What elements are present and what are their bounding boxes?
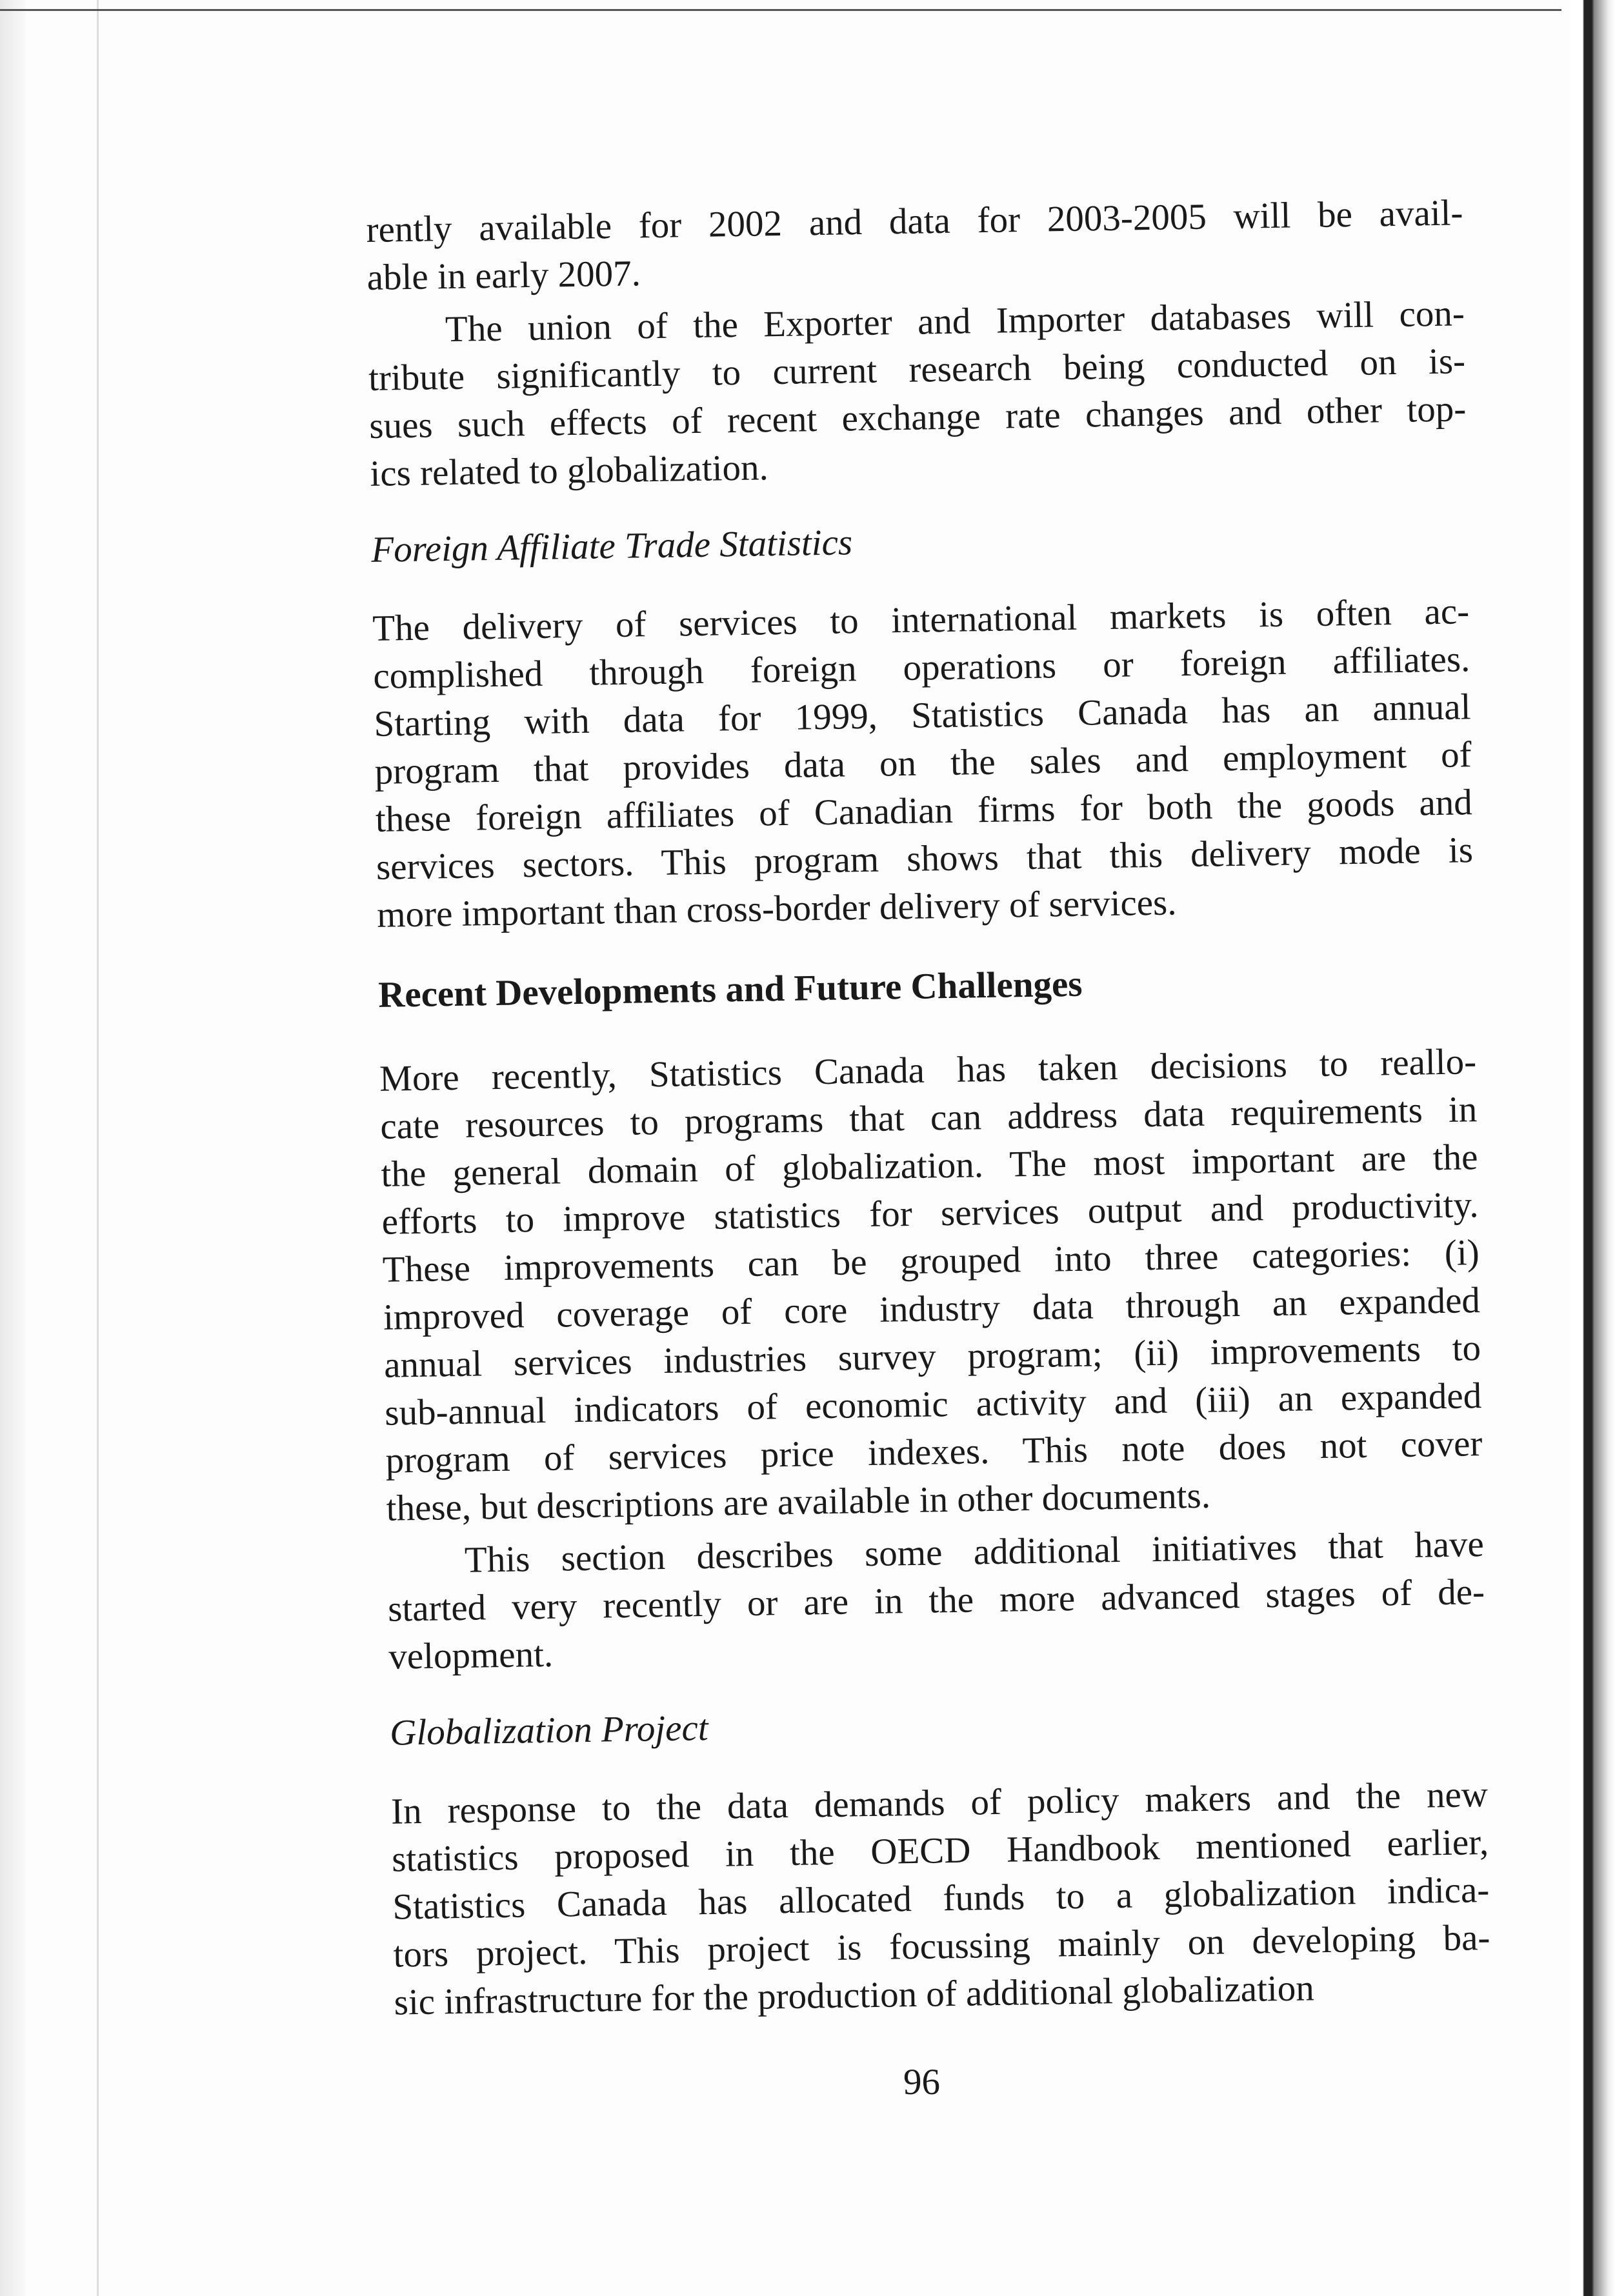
paragraph: [386, 1521, 1485, 1681]
text-line: rently available for 2002 and data for 2003-2005 will be avail-: [366, 192, 1463, 250]
text-line: these foreign affiliates of Canadian firms for both the goods and: [375, 782, 1473, 840]
text-line: able in early 2007.: [366, 253, 641, 298]
text-line: more important than cross-border delivery of services.: [376, 882, 1177, 935]
scan-left-margin-line: [97, 0, 99, 2296]
text-line: program that provides data on the sales and employment of: [374, 734, 1472, 792]
text-line: The union of the Exporter and Importer databases will con-: [445, 293, 1465, 350]
subsection-heading: Foreign Affiliate Trade Statistics: [370, 522, 853, 570]
text-line: cate resources to programs that can address data requirements in: [379, 1089, 1478, 1147]
text-line: sic infrastructure for the production of additional globalization: [394, 1968, 1315, 2023]
subsection-heading: Globalization Project: [389, 1707, 709, 1753]
text-line: statistics proposed in the OECD Handbook mentioned earlier,: [391, 1821, 1489, 1880]
text-line: complished through foreign operations or foreign affiliates.: [372, 639, 1470, 697]
text-line: velopment.: [388, 1633, 554, 1677]
paragraph: [391, 1771, 1492, 2027]
text-line: these, but descriptions are available in other documents.: [386, 1475, 1211, 1529]
text-line: More recently, Statistics Canada has taken decisions to reallo-: [379, 1041, 1477, 1099]
text-line: sues such effects of recent exchange rate changes and other top-: [368, 388, 1467, 446]
text-line: The delivery of services to international markets is often ac-: [372, 591, 1470, 649]
text-line: tribute significantly to current research being conducted on is-: [368, 341, 1466, 399]
page-body: [366, 189, 1491, 2031]
text-line: This section describes some additional initiatives that have: [464, 1524, 1485, 1581]
text-line: annual services industries survey program; (ii) improvements to: [383, 1328, 1481, 1386]
section-heading: Recent Developments and Future Challenges: [377, 963, 1083, 1015]
text-line: improved coverage of core industry data through an expanded: [383, 1280, 1481, 1338]
text-line: efforts to improve statistics for services output and productivity.: [381, 1184, 1480, 1243]
text-line: started very recently or are in the more advanced stages of de-: [387, 1572, 1485, 1630]
text-line: program of services price indexes. This note does not cover: [385, 1423, 1483, 1481]
text-line: services sectors. This program shows that this delivery mode is: [376, 830, 1474, 888]
paragraph: [372, 588, 1474, 939]
text-line: the general domain of globalization. The most important are the: [381, 1137, 1478, 1195]
paragraph: [379, 1038, 1483, 1533]
text-line: These improvements can be grouped into three categories: (i): [382, 1232, 1480, 1290]
text-line: sub-annual indicators of economic activity and (iii) an expanded: [384, 1375, 1482, 1433]
text-line: ics related to globalization.: [370, 447, 769, 494]
text-line: In response to the data demands of policy makers and the new: [390, 1773, 1489, 1832]
text-line: Statistics Canada has allocated funds to a globalization indica-: [392, 1869, 1490, 1928]
page-number: 96: [903, 2062, 940, 2102]
text-line: tors project. This project is focussing mainly on developing ba-: [393, 1917, 1490, 1975]
text-line: Starting with data for 1999, Statistics Canada has an annual: [374, 686, 1471, 744]
scan-top-edge: [0, 9, 1561, 11]
book-binding-edge: [1570, 0, 1615, 2296]
paragraph: [367, 290, 1467, 498]
scan-left-edge: [0, 0, 26, 2296]
paragraph: [366, 189, 1464, 302]
